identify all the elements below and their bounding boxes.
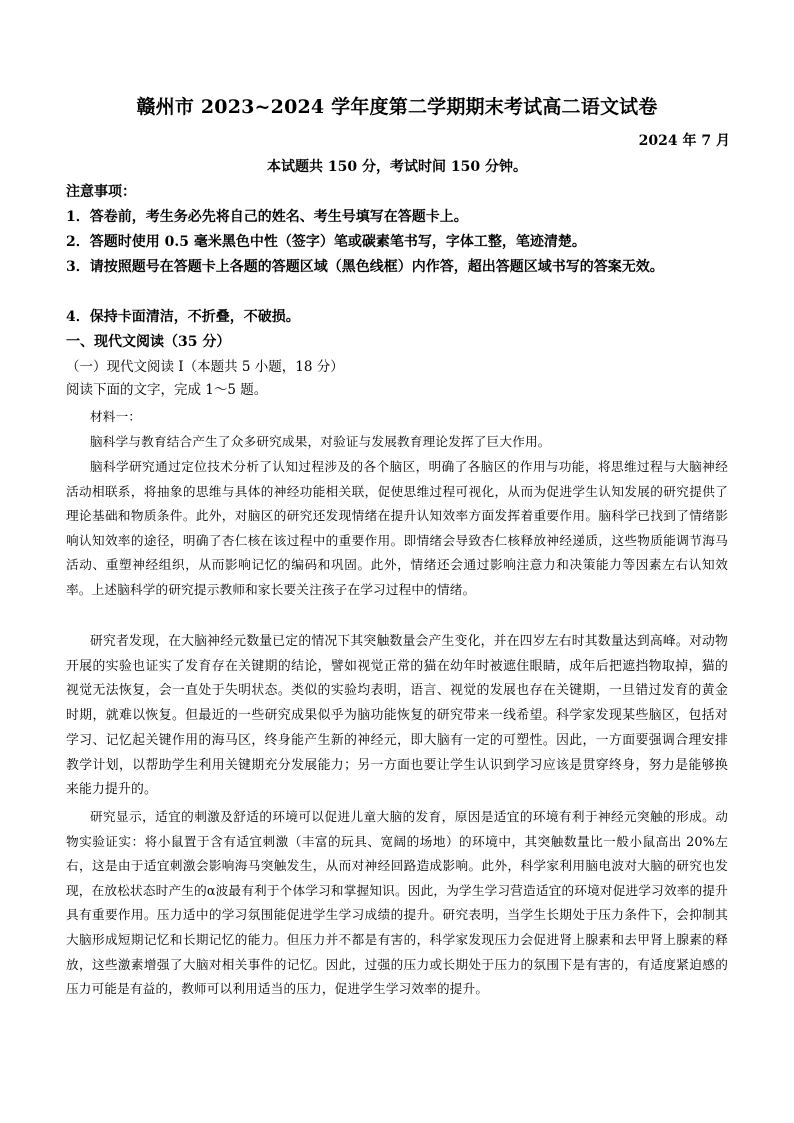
section-instruction: 阅读下面的文字，完成 1～5 题。 <box>66 382 268 398</box>
material-paragraph: 研究者发现，在大脑神经元数量已定的情况下其突触数量会产生变化，并在四岁左右时其数量达到高峰。对动物开展的实验也证实了发育存在关键期的结论，譬如视觉正常的猫在幼年时被遮住眼睛，成年后把遮挡物取掉，猫的视觉无法恢复，会一直处于失明状态。类似的实验均表明，语言、视觉的发展也存在关键期，一旦错过发育的黄金时期，就难以恢复。但最近的一些研究成果似乎为脑功能恢复的研究带来一线希望。科学家发现某些脑区，包括对学习、记忆起关键作用的海马区，终身能产生新的神经元，即大脑有一定的可塑性。因此，一方面要强调合理安排教学计划，以帮助学生利用关键期充分发展能力；另一方面也要让学生认识到学习应该是贯穿终身，努力是能够换来能力提升的。 <box>66 634 728 798</box>
notice-item: 2．答题时使用 0.5 毫米黑色中性（签字）笔或碳素笔书写，字体工整，笔迹清楚。 <box>66 234 586 250</box>
exam-subtitle: 本试题共 150 分，考试时间 150 分钟。 <box>267 159 527 175</box>
material-heading: 材料一： <box>90 409 142 424</box>
exam-title: 赣州市 2023~2024 学年度第二学期期末考试高二语文试卷 <box>136 96 658 118</box>
notice-heading: 注意事项： <box>66 184 136 200</box>
exam-date: 2024 年 7 月 <box>638 133 730 149</box>
notice-item: 4．保持卡面清洁，不折叠，不破损。 <box>66 309 300 325</box>
material-paragraph: 脑科学与教育结合产生了众多研究成果，对验证与发展教育理论发挥了巨大作用。 <box>90 434 551 449</box>
notice-item: 1．答卷前，考生务必先将自己的姓名、考生号填写在答题卡上。 <box>66 209 468 225</box>
section-subtitle: （一）现代文阅读 I（本题共 5 小题，18 分） <box>66 359 344 375</box>
section-title: 一、现代文阅读（35 分） <box>66 334 231 350</box>
material-paragraph: 研究显示，适宜的刺激及舒适的环境可以促进儿童大脑的发育，原因是适宜的环境有利于神经元突触的形成。动物实验证实：将小鼠置于含有适宜刺激（丰富的玩具、宽阔的场地）的环境中，其突触数量比一般小鼠高出 20%左右，这是由于适宜刺激会影响海马突触发生，从而对神经回路造成影响。此外，科学家利用脑电波对大脑的研究也发现，在放松状态时产生的α波最有利于个体学习和掌握知识。因此，为学生学习营造适宜的环境对促进学习效率的提升具有重要作用。压力适中的学习氛围能促进学生学习成绩的提升。研究表明，当学生长期处于压力条件下，会抑制其大脑形成短期记忆和长期记忆的能力。但压力并不都是有害的，科学家发现压力会促进肾上腺素和去甲肾上腺素的释放，这些激素增强了大脑对相关事件的记忆。因此，过强的压力或长期处于压力的氛围下是有害的，有适度紧迫感的压力可能是有益的，教师可以利用适当的压力，促进学生学习效率的提升。 <box>66 809 728 997</box>
notice-item: 3．请按照题号在答题卡上各题的答题区域（黑色线框）内作答，超出答题区域书写的答案无效。 <box>66 259 664 275</box>
material-paragraph: 脑科学研究通过定位技术分析了认知过程涉及的各个脑区，明确了各脑区的作用与功能，将思维过程与大脑神经活动相联系，将抽象的思维与具体的神经功能相关联，促使思维过程可视化，从而为促进学生认知发展的研究提供了理论基础和物质条件。此外，对脑区的研究还发现情绪在提升认知效率方面发挥着重要作用。脑科学已找到了情绪影响认知效率的途径，明确了杏仁核在该过程中的重要作用。即情绪会导致杏仁核释放神经递质，这些物质能调节海马活动、重塑神经组织，从而影响记忆的编码和巩固。此外，情绪还会通过影响注意力和决策能力等因素左右认知效率。上述脑科学的研究提示教师和家长要关注孩子在学习过程中的情绪。 <box>66 459 728 597</box>
